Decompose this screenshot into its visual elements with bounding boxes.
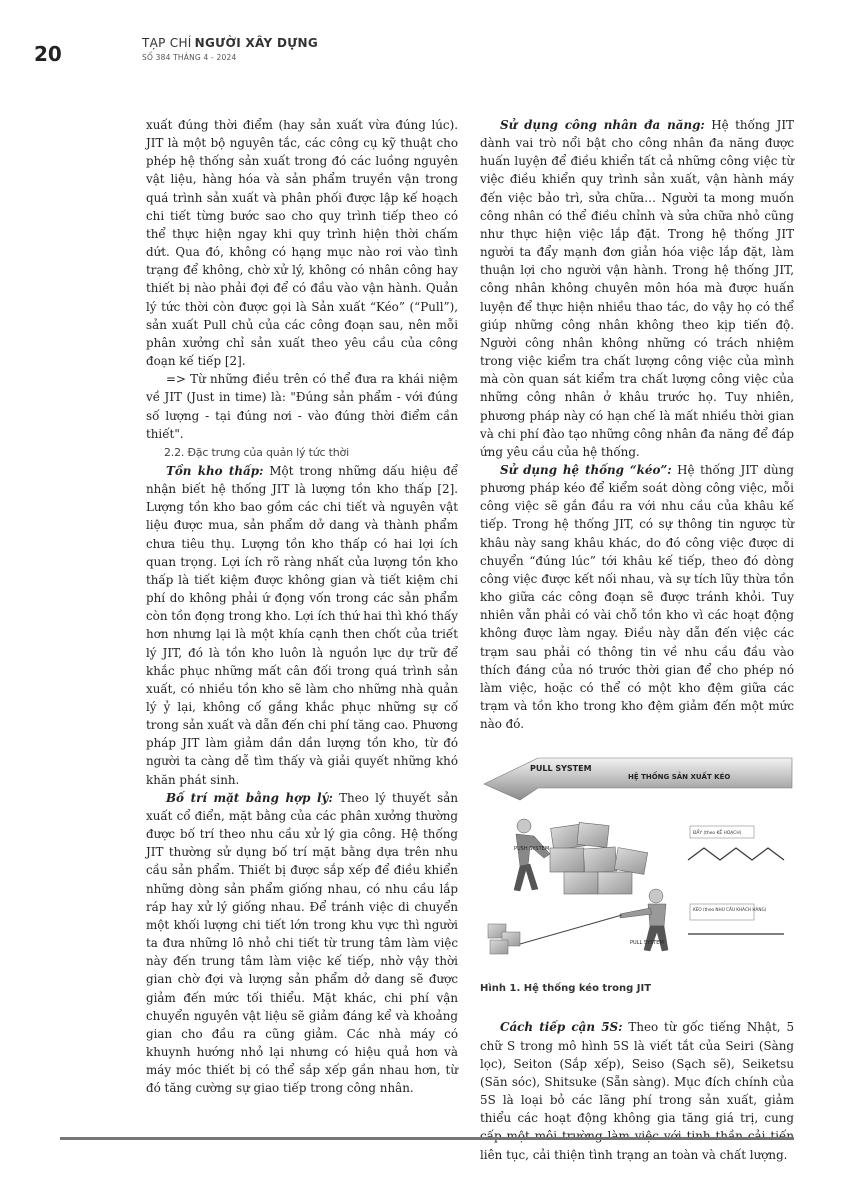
pull-rope bbox=[520, 915, 622, 944]
figure-pull-system bbox=[480, 754, 794, 976]
lead-multiskilled: Sử dụng công nhân đa năng: bbox=[500, 118, 705, 132]
push-zigzag bbox=[688, 848, 784, 860]
right-column bbox=[480, 116, 794, 1164]
paragraph-jit-definition: xuất đúng thời điểm (hay sản xuất vừa đúng lúc). JIT là một bộ nguyên tắc, các công cụ kỹ thuật cho phép hệ thống sản xuất trong đó các luồng nguyên vật liệu, hàng hóa và sản phẩm truyền vận trong quá trình sản xuất và phân phối được lập kế hoạch chi tiết từng bước sao cho quy trình tiếp theo có thể thực hiện ngay khi quy trình hiện thời chấm dứt. Qua đó, không có hạng mục nào rơi vào tình trạng để không, chờ xử lý, không có nhân công hay thiết bị nào phải đợi để có đầu vào vận hành. Quản lý tức thời còn được gọi là Sản xuất “Kéo” (“Pull”), sản xuất Pull chủ của các công đoạn sau, nên mỗi phân xưởng chỉ sản xuất theo yêu cầu của công đoạn kế tiếp [2]. bbox=[146, 118, 458, 369]
text-low-inventory: Một trong những dấu hiệu để nhận biết hệ thống JIT là lượng tồn kho thấp [2]. Lượng tồn kho bao gồm các chi tiết và nguyên vật liệu được mua, sản phẩm dở dang và thành phẩm chưa tiêu thụ. Lượng tồn kho thấp có hai lợi ích quan trọng. Lợi ích rõ ràng nhất của lượng tồn kho thấp là tiết kiệm được không gian và tiết kiệm chi phí do không phải ứ đọng vốn trong các sản phẩm còn tồn đọng trong kho. Lợi ích thứ hai thì khó thấy hơn nhưng lại là một khía cạnh then chốt của triết lý JIT, đó là tồn kho luôn là nguồn lực dự trữ để khắc phục những mất cân đối trong quá trình sản xuất, có nhiều tồn kho sẽ làm cho những nhà quản lý ỷ lại, không cố gắng khắc phục những sự cố trong sản xuất và dẫn đến chi phí tăng cao. Phương pháp JIT làm giảm dần dần lượng tồn kho, từ đó người ta càng dễ tìm thấy và giải quyết những khó khăn phát sinh. bbox=[146, 463, 458, 787]
lead-low-inventory: Tồn kho thấp: bbox=[166, 463, 264, 478]
magazine-issue: SỐ 384 THÁNG 4 - 2024 bbox=[142, 53, 237, 62]
text-pull-system: Hệ thống JIT dùng phương pháp kéo để kiểm soát dòng công việc, mỗi công việc sẽ gắn đầu ra với nhu cầu của khâu kế tiếp. Trong hệ thống JIT, có sự thông tin ngược từ khâu này sang khâu khác, do đó công việc được di chuyển “đúng lúc” tới khâu kế tiếp, theo đó dòng công việc được kết nối nhau, và sự tích lũy thừa tồn kho giữa các công đoạn sẽ được tránh khỏi. Tuy nhiên vẫn phải có vài chỗ tồn kho vì các hoạt động không được làm ngay. Điều này dẫn đến việc các trạm sau phải có thông tin về nhu cầu đầu vào thích đáng của nó trước thời gian để cho phép nó làm việc, hoặc có thể có một kho đệm giữa các trạm và tồn kho trong kho đệm giảm đến một mức nào đó. bbox=[480, 462, 794, 732]
text-5s: Theo từ gốc tiếng Nhật, 5 chữ S trong mô hình 5S là viết tắt của Seiri (Sàng lọc), Seiton (Sắp xếp), Seiso (Sạch sẽ), Seiketsu (Săn sóc), Shitsuke (Sẵn sàng). Mục đích chính của 5S là loại bỏ các lãng phí trong sản xuất, giảm thiểu các hoạt động không gia tăng giá trị, cung cấp một môi trường làm việc với tinh thần cải tiến liên tục, cải thiện tình trạng an toàn và chất lượng. bbox=[480, 1020, 795, 1162]
pull-system-illustration bbox=[480, 754, 794, 976]
page-number: 20 bbox=[34, 42, 62, 66]
push-figure bbox=[514, 819, 550, 891]
banner-main-label: HỆ THỐNG SẢN XUẤT KÉO bbox=[628, 773, 731, 782]
left-column bbox=[146, 116, 458, 1097]
push-boxes bbox=[550, 823, 648, 895]
banner-left-label: PULL SYSTEM bbox=[530, 764, 592, 774]
paragraph-layout bbox=[146, 789, 458, 1098]
magazine-header bbox=[142, 36, 318, 62]
paragraph-5s bbox=[480, 1018, 794, 1163]
footer-rule bbox=[60, 1137, 794, 1140]
paragraph-pull-system bbox=[480, 461, 794, 733]
magazine-name: NGƯỜI XÂY DỰNG bbox=[194, 36, 319, 50]
text-multiskilled: Hệ thống JIT dành vai trò nổi bật cho công nhân đa năng được huấn luyện để điều khiển tất cả những công việc từ việc điều khiển quy trình sản xuất, vận hành máy đến việc bảo trì, sửa chữa… Người ta mong muốn công nhân có thể điều chỉnh và sửa chữa nhỏ cũng như thực hiện việc lắp đặt. Trong hệ thống JIT người ta đẩy mạnh đơn giản hóa việc lắp đặt, làm thuận lợi cho người vận hành. Trong hệ thống JIT, công nhân không chuyên môn hóa mà được huấn luyện để thực hiện nhiều thao tác, do vậy họ có thể giúp những công nhân không theo kịp tiến độ. Người công nhân không những có trách nhiệm trong việc kiểm tra chất lượng công việc của mình mà còn quan sát kiểm tra chất lượng công việc của những công nhân ở khâu trước họ. Tuy nhiên, phương pháp này có hạn chế là mất nhiều thời gian và chi phí đào tạo những công nhân đa năng để đáp ứng yêu cầu của hệ thống. bbox=[480, 118, 794, 459]
section-heading: 2.2. Đặc trưng của quản lý tức thời bbox=[164, 445, 349, 459]
figure-caption: Hình 1. Hệ thống kéo trong JIT bbox=[480, 983, 652, 995]
lead-5s: Cách tiếp cận 5S: bbox=[500, 1020, 623, 1035]
pull-tag-label: KÉO (theo NHU CẦU KHÁCH HÀNG) bbox=[693, 907, 767, 913]
lead-pull-system: Sử dụng hệ thống “kéo”: bbox=[500, 462, 672, 477]
pull-boxes bbox=[488, 924, 520, 954]
paragraph-low-inventory bbox=[146, 462, 458, 789]
push-tag-label: ĐẨY (theo KẾ HOẠCH) bbox=[693, 831, 742, 837]
magazine-prefix: TẠP CHÍ bbox=[142, 36, 192, 50]
push-label: PUSH SYSTEM bbox=[514, 846, 550, 853]
paragraph-jit-concept: => Từ những điều trên có thể đưa ra khái niệm về JIT (Just in time) là: "Đúng sản phẩm - với đúng số lượng - tại đúng nơi - vào đúng thời điểm cần thiết". bbox=[146, 372, 458, 441]
lead-layout: Bố trí mặt bằng hợp lý: bbox=[166, 790, 333, 805]
text-layout: Theo lý thuyết sản xuất cổ điển, mặt bằng của các phân xưởng thường được bố trí theo nhu cầu xử lý gia công. Hệ thống JIT thường sử dụng bố trí mặt bằng dựa trên nhu cầu sản phẩm. Thiết bị được sắp xếp để điều khiển những dòng sản phẩm giống nhau, có nhu cầu lắp ráp hay xử lý giống nhau. Để tránh việc di chuyển một khối lượng chi tiết lớn trong khu vực thì người ta đưa những lô nhỏ chi tiết từ trung tâm làm việc này đến trung tâm làm việc kế tiếp, nhờ vậy thời gian chờ đợi và lượng sản phẩm dở dang sẽ được giảm đến mức tối thiểu. Mặt khác, chi phí vận chuyển nguyên vật liệu sẽ giảm đáng kể và khoảng gian cho đầu ra cũng giảm. Các nhà máy có khuynh hướng nhỏ lại nhưng có hiệu quả hơn và máy móc thiết bị có thể sắp xếp gần nhau hơn, từ đó tăng cường sự giao tiếp trong công nhân. bbox=[146, 790, 458, 1096]
pull-label: PULL SYSTEM bbox=[630, 940, 664, 947]
paragraph-multiskilled bbox=[480, 116, 794, 461]
magazine-title bbox=[142, 36, 318, 50]
